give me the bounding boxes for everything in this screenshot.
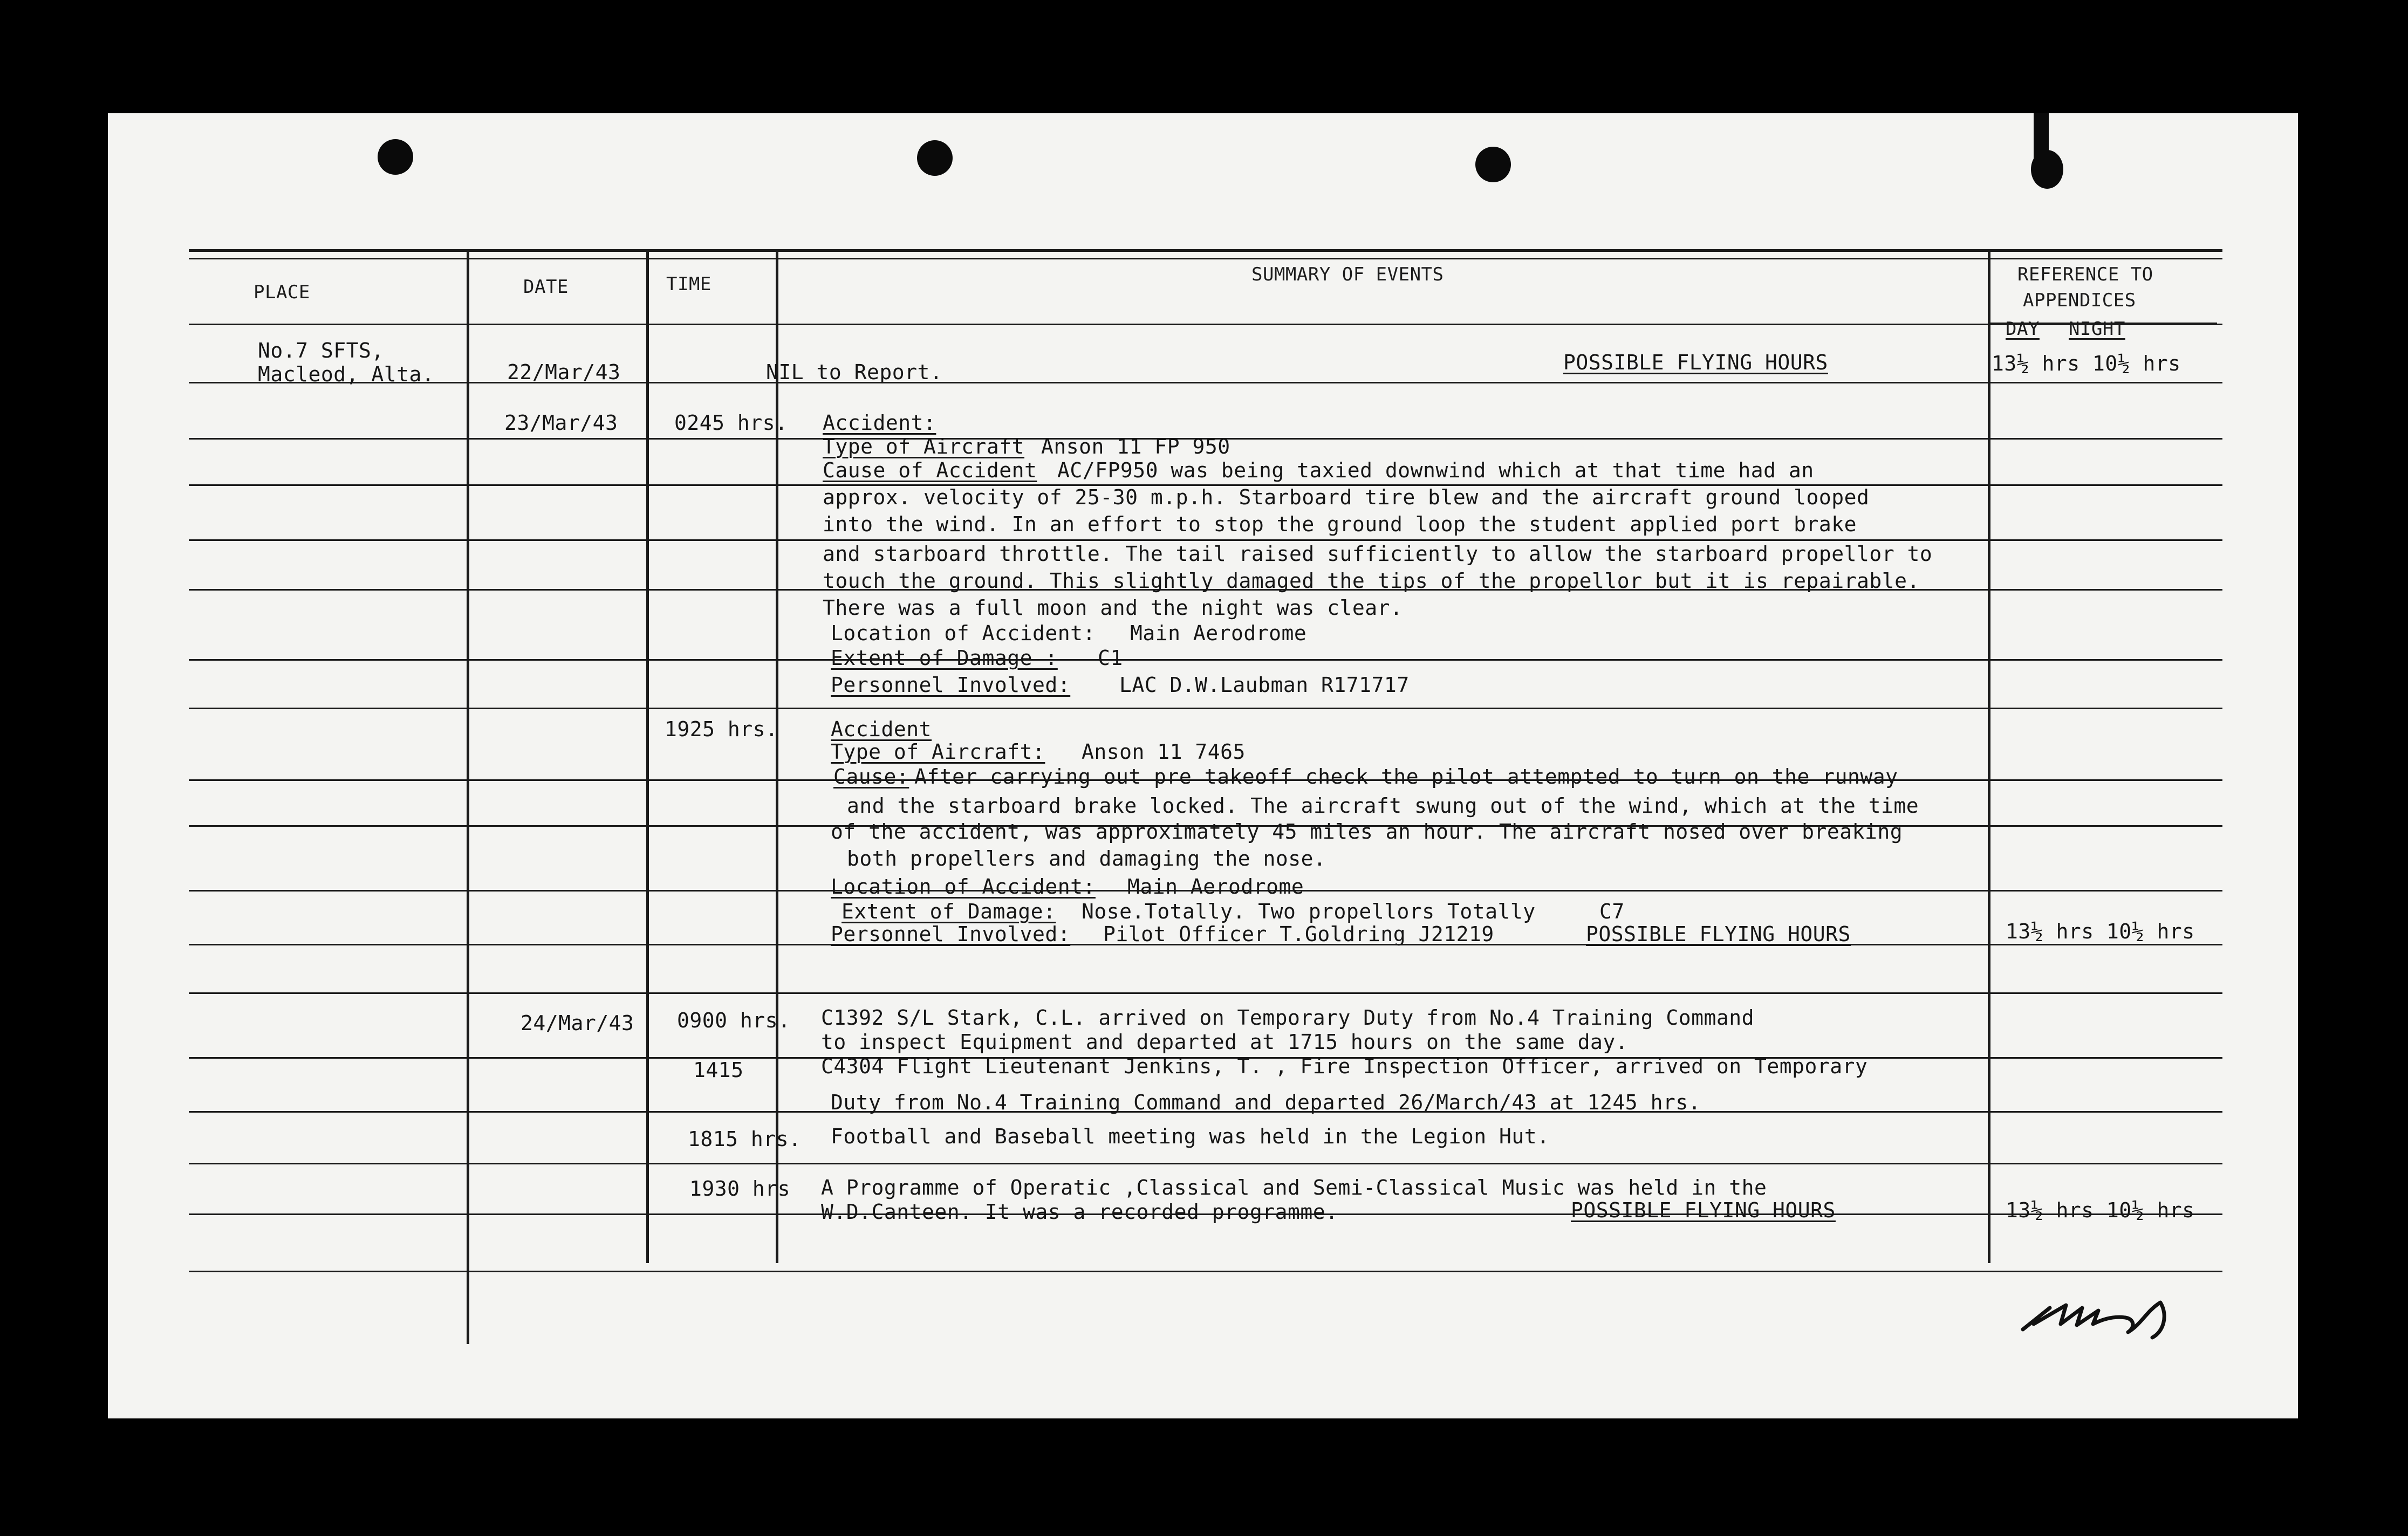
place-line2: Macleod, Alta. xyxy=(258,362,435,386)
header-date: DATE xyxy=(523,276,569,298)
header-rule-top xyxy=(189,249,2222,252)
damage-label: Extent of Damage : xyxy=(831,646,1058,670)
event-line: C4304 Flight Lieutenant Jenkins, T. , Fire Inspection Officer, arrived on Temporary xyxy=(821,1054,1868,1078)
accident-heading: Accident xyxy=(831,717,932,741)
event-line: to inspect Equipment and departed at 1715 hours on the same day. xyxy=(821,1030,1629,1054)
time-0900: 0900 hrs. xyxy=(677,1009,791,1032)
header-night: NIGHT xyxy=(2069,318,2125,340)
row-rule xyxy=(189,708,2222,709)
row-rule xyxy=(189,1271,2222,1272)
damage-value: C1 xyxy=(1098,646,1123,670)
summary-nil-to-report: NIL to Report. xyxy=(766,360,943,384)
personnel-value: Pilot Officer T.Goldring J21219 xyxy=(1103,922,1494,946)
damage-label: Extent of Damage: xyxy=(842,900,1056,923)
date-24-mar: 24/Mar/43 xyxy=(521,1011,634,1035)
narrative-line: touch the ground. This slightly damaged the tips of the propellor but it is repairable. xyxy=(823,569,1920,593)
personnel-label: Personnel Involved: xyxy=(831,922,1071,946)
time-1930: 1930 hrs xyxy=(689,1177,791,1201)
narrative-line: and starboard throttle. The tail raised sufficiently to allow the starboard propellor to xyxy=(823,542,1933,566)
row-rule xyxy=(189,659,2222,661)
aircraft-type-value: Anson 11 FP 950 xyxy=(1041,435,1230,458)
personnel-label: Personnel Involved: xyxy=(831,673,1071,697)
flying-hours-value: 13½ hrs 10½ hrs xyxy=(2006,920,2195,943)
row-rule xyxy=(189,539,2222,541)
time-0245: 0245 hrs. xyxy=(674,411,788,435)
aircraft-type-label: Type of Aircraft xyxy=(823,435,1025,458)
location-value: Main Aerodrome xyxy=(1127,875,1304,899)
date-22-mar: 22/Mar/43 xyxy=(507,360,621,384)
cause-label: Cause of Accident xyxy=(823,458,1037,482)
possible-flying-hours-label: POSSIBLE FLYING HOURS xyxy=(1571,1198,1836,1222)
row-rule xyxy=(189,382,2222,383)
flying-hours-value: 13½ hrs 10½ hrs xyxy=(1992,352,2181,375)
damage-category: C7 xyxy=(1599,900,1625,923)
column-rule-place-date xyxy=(467,249,469,1344)
aircraft-type-value: Anson 11 7465 xyxy=(1082,740,1246,764)
location-label: Location of Accident: xyxy=(831,621,1096,645)
cause-text: AC/FP950 was being taxied downwind which at that time had an xyxy=(1057,458,1814,482)
header-place: PLACE xyxy=(254,282,310,303)
flying-hours-value: 13½ hrs 10½ hrs xyxy=(2006,1198,2195,1222)
event-line: C1392 S/L Stark, C.L. arrived on Temporary Duty from No.4 Training Command xyxy=(821,1006,1754,1030)
punch-hole xyxy=(378,139,413,175)
location-label: Location of Accident: xyxy=(831,875,1096,899)
torn-corner-mark xyxy=(2034,113,2049,173)
date-23-mar: 23/Mar/43 xyxy=(504,411,618,435)
time-1415: 1415 xyxy=(693,1058,744,1082)
header-reference-line1: REFERENCE TO xyxy=(2017,264,2153,285)
row-rule xyxy=(189,992,2222,994)
aircraft-type-label: Type of Aircraft: xyxy=(831,740,1045,764)
punch-hole xyxy=(1475,147,1511,182)
narrative-line: There was a full moon and the night was clear. xyxy=(823,596,1403,620)
header-time: TIME xyxy=(666,273,712,295)
accident-heading: Accident: xyxy=(823,411,936,435)
event-line: A Programme of Operatic ,Classical and Semi-Classical Music was held in the xyxy=(821,1176,1767,1199)
header-rule-bottom xyxy=(189,324,2222,325)
header-rule-top-2 xyxy=(189,258,2222,259)
narrative-line: of the accident, was approximately 45 miles an hour. The aircraft nosed over breaking xyxy=(831,820,1903,844)
column-rule-summary-reference xyxy=(1988,249,1990,1263)
handwritten-signature xyxy=(2017,1286,2179,1346)
narrative-line: and the starboard brake locked. The aircraft swung out of the wind, which at the time xyxy=(847,794,1919,818)
personnel-value: LAC D.W.Laubman R171717 xyxy=(1119,673,1410,697)
column-rule-date-time xyxy=(646,249,649,1263)
header-summary: SUMMARY OF EVENTS xyxy=(1251,264,1444,285)
event-line: W.D.Canteen. It was a recorded programme. xyxy=(821,1200,1338,1224)
row-rule xyxy=(189,1163,2222,1164)
header-day: DAY xyxy=(2006,318,2040,340)
header-reference-line2: APPENDICES xyxy=(2023,290,2136,311)
cause-label: Cause: xyxy=(833,765,909,788)
possible-flying-hours-label: POSSIBLE FLYING HOURS xyxy=(1586,922,1851,946)
punch-hole xyxy=(917,140,953,176)
event-line: Football and Baseball meeting was held in the Legion Hut. xyxy=(831,1124,1550,1148)
event-line: Duty from No.4 Training Command and departed 26/March/43 at 1245 hrs. xyxy=(831,1091,1701,1114)
time-1815: 1815 hrs. xyxy=(688,1127,802,1151)
place-line1: No.7 SFTS, xyxy=(258,339,384,362)
damage-value: Nose.Totally. Two propellors Totally xyxy=(1082,900,1536,923)
narrative-line: both propellers and damaging the nose. xyxy=(847,847,1326,870)
location-value: Main Aerodrome xyxy=(1130,621,1307,645)
possible-flying-hours-label: POSSIBLE FLYING HOURS xyxy=(1563,351,1828,374)
narrative-line: approx. velocity of 25-30 m.p.h. Starboard tire blew and the aircraft ground looped xyxy=(823,485,1870,509)
time-1925: 1925 hrs. xyxy=(665,717,778,741)
cause-text: After carrying out pre takeoff check the pilot attempted to turn on the runway xyxy=(914,765,1898,788)
narrative-line: into the wind. In an effort to stop the ground loop the student applied port brake xyxy=(823,512,1857,536)
column-rule-time-summary xyxy=(776,249,778,1263)
